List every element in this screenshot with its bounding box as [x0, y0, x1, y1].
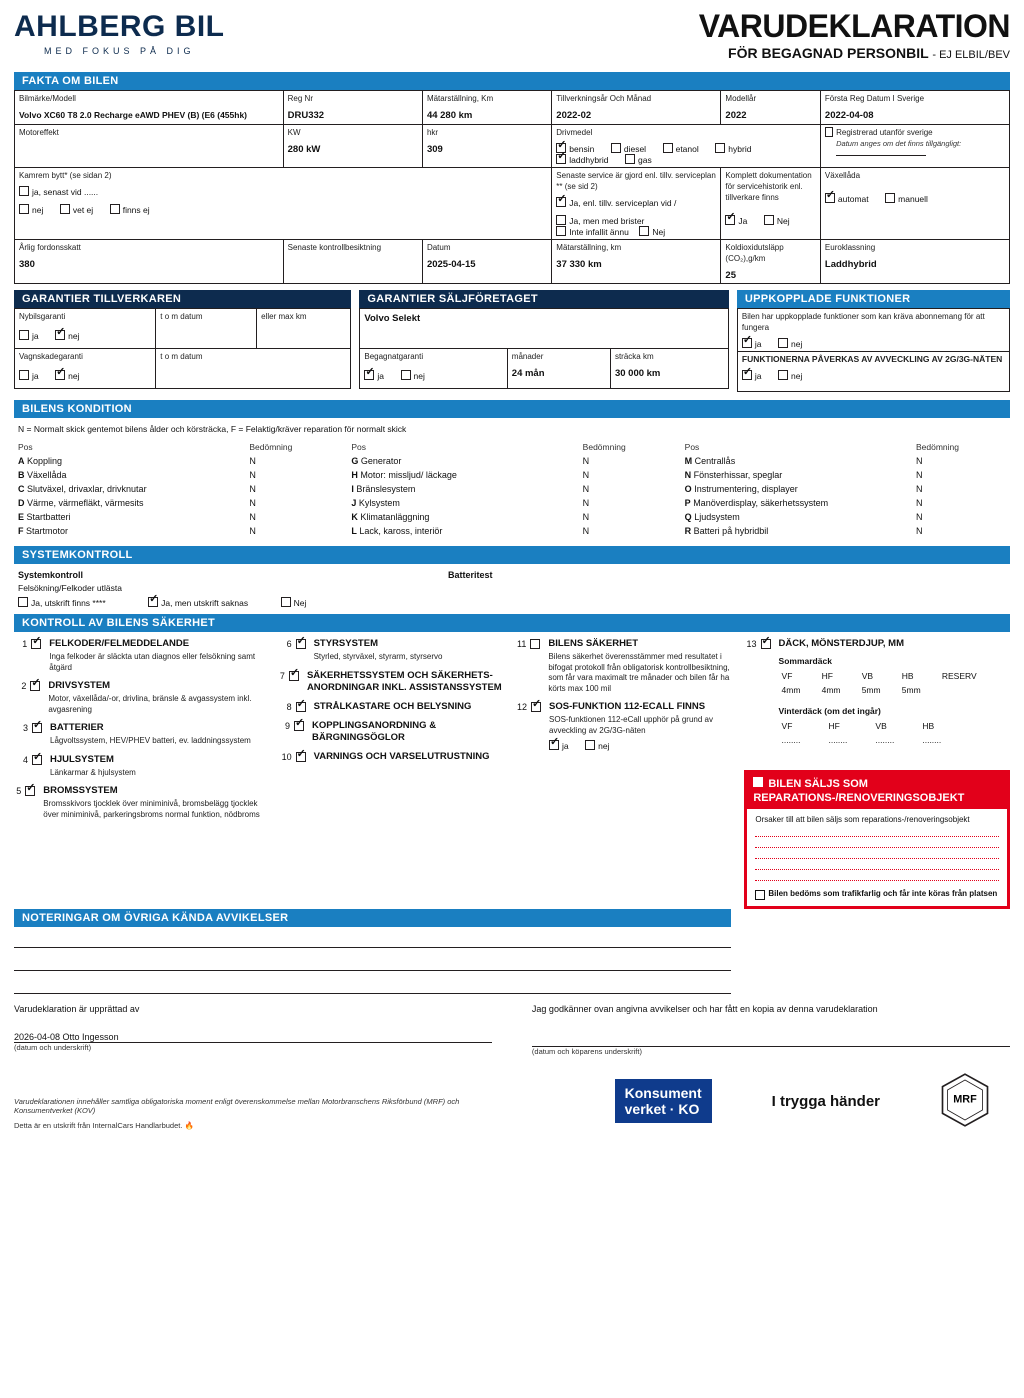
field-hk-value: 309 [426, 144, 443, 155]
field-model-year-value: 2022 [725, 110, 747, 121]
checkbox-icon[interactable] [296, 752, 306, 762]
signature-buyer [532, 1004, 1010, 1056]
field-new-car-warranty [15, 309, 156, 349]
checkbox-icon[interactable] [30, 681, 40, 691]
checkbox-icon[interactable] [885, 193, 895, 203]
checkbox-icon[interactable] [19, 330, 29, 340]
warranty-seller-bar: GARANTIER SÄLJFÖRETAGET [359, 290, 729, 308]
field-registered-abroad [820, 125, 1009, 168]
notes-line[interactable] [14, 993, 731, 994]
section-condition-bar: BILENS KONDITION [14, 400, 1010, 418]
safety-item-8: 8 ✓ STRÅLKASTARE OCH BELYSNING [278, 701, 507, 713]
new-warranty-nej[interactable]: ✓ nej [55, 330, 79, 341]
checkbox-icon[interactable] [25, 786, 35, 796]
checkbox-icon[interactable] [296, 639, 306, 649]
cambelt-option-finnsej[interactable]: finns ej [110, 204, 150, 215]
used-warranty-nej[interactable]: nej [401, 370, 425, 381]
safety-column-3 [517, 638, 734, 909]
section-systemcheck-bar: SYSTEMKONTROLL [14, 546, 1010, 564]
checkbox-icon[interactable] [625, 154, 635, 164]
warranty-row [14, 290, 1010, 392]
checkbox-icon[interactable] [556, 226, 566, 236]
field-odometer-label: Mätarställning, Km [426, 94, 494, 103]
condition-row: E Startbatteri N [18, 512, 256, 522]
systemcheck-option-utskrift-finns[interactable]: Ja, utskrift finns **** [18, 597, 106, 608]
field-hk [422, 125, 551, 168]
legal-line-2-wrap [14, 1121, 462, 1130]
checkbox-icon[interactable] [531, 702, 541, 712]
service-option-ja[interactable]: ✓Ja, enl. tillv. serviceplan vid / [556, 197, 676, 208]
field-kw-label: KW [287, 128, 301, 137]
connected-2-ja[interactable]: ✓ja [742, 370, 762, 381]
field-new-warranty-tom: t o m datum [156, 309, 257, 349]
field-cambelt [15, 168, 552, 240]
condition-col-pos: Pos [351, 442, 366, 452]
condition-column [685, 440, 1006, 538]
field-inspection-odometer [552, 240, 721, 284]
checkbox-icon[interactable] [32, 755, 42, 765]
fuel-option-laddhybrid[interactable]: ✓laddhybrid [556, 154, 608, 165]
checkbox-icon[interactable] [755, 890, 765, 900]
legal-line-1: Varudeklarationen innehåller samtliga obligatoriska moment enligt överenskommelse mellan Motorbranschens Riksförbund (MRF) och Konsumentverket (KOV) [14, 1097, 460, 1115]
checkbox-icon[interactable] [19, 370, 29, 380]
mrf-logo [940, 1072, 990, 1130]
field-inspection-odometer-value: 37 330 km [556, 259, 602, 270]
field-model-year-label: Modellår [725, 94, 757, 103]
field-manufacture-year [552, 91, 721, 125]
field-gearbox [820, 168, 1009, 240]
konsumentverket-logo: Konsument verket · KO [615, 1079, 712, 1123]
checkbox-icon[interactable] [281, 597, 291, 607]
winter-tyres-label: Vinterdäck (om det ingår) [778, 706, 881, 716]
field-power [15, 125, 284, 168]
notes-line[interactable] [14, 970, 731, 971]
section-safety-bar: KONTROLL AV BILENS SÄKERHET [14, 614, 1010, 632]
checkbox-icon[interactable] [289, 671, 299, 681]
notes-lines [14, 927, 731, 994]
brand-tagline: MED FOKUS PÅ DIG [44, 46, 195, 56]
brand-block [14, 10, 225, 56]
signature-seller-value: 2026-04-08 Otto Ingesson [14, 1032, 119, 1042]
document-title-block [699, 10, 1010, 61]
field-service [552, 168, 721, 240]
field-co2 [721, 240, 821, 284]
servicehist-option-nej[interactable]: Nej [764, 215, 790, 226]
field-inspection-odometer-label: Mätarställning, km [556, 243, 622, 252]
checkbox-icon[interactable] [296, 702, 306, 712]
fuel-option-diesel[interactable]: diesel [611, 143, 646, 154]
body-warranty-nej[interactable]: ✓ nej [55, 370, 79, 381]
page-subtitle [699, 45, 1010, 61]
summer-tyres-table: VF HF VB HB RESERV 4mm 4mm 5mm 5mm [781, 671, 977, 695]
cambelt-option-ja[interactable]: ja, senast vid ...... [19, 186, 98, 197]
ecall-option-nej[interactable]: nej [585, 740, 609, 751]
facts-table [14, 90, 1010, 284]
condition-row: G Generator N [351, 456, 590, 466]
traffic-danger-label: Bilen bedöms som trafikfarlig och får inte köras från platsen [768, 889, 998, 898]
checkbox-icon[interactable] [761, 639, 771, 649]
repair-reason-label: Orsaker till att bilen säljs som reparations-/renoveringsobjekt [755, 815, 970, 824]
field-service-history [721, 168, 821, 240]
condition-row: A Koppling N [18, 456, 256, 466]
field-odometer-value: 44 280 km [426, 110, 473, 121]
checkbox-icon[interactable] [364, 370, 374, 380]
systemcheck-left-label: Systemkontroll [18, 570, 84, 580]
repair-object-box [744, 770, 1010, 909]
checkbox-icon[interactable] [110, 204, 120, 214]
checkbox-icon[interactable] [18, 597, 28, 607]
condition-col-grade: Bedömning [582, 442, 626, 452]
condition-col-pos: Pos [18, 442, 33, 452]
checkbox-icon[interactable] [60, 204, 70, 214]
condition-row: P Manöverdisplay, säkerhetssystem N [684, 498, 923, 508]
field-co2-label: Koldioxidutsläpp (CO₂),g/km [725, 243, 784, 263]
repair-reason-line[interactable] [755, 837, 999, 848]
field-registered-abroad-sub: Datum anges om det finns tillgängligt: [836, 139, 962, 148]
safety-item-10: 10 ✓ VARNINGS OCH VARSELUTRUSTNING [278, 751, 507, 763]
field-seller-program-value: Volvo Selekt [364, 313, 421, 324]
condition-row: Q Ljudsystem N [684, 512, 923, 522]
repair-reason-line[interactable] [755, 870, 999, 881]
systemcheck-option-nej[interactable]: Nej [281, 597, 307, 608]
field-inspection-label: Senaste kontrollbesiktning [287, 243, 382, 252]
field-warranty-months-value: 24 mån [511, 368, 545, 379]
checkbox-icon[interactable] [825, 127, 833, 137]
brand-name: AHLBERG BIL [14, 10, 225, 43]
field-connected-1 [737, 309, 1009, 352]
field-warranty-distance-value: 30 000 km [614, 368, 661, 379]
connected-functions-panel [737, 290, 1010, 392]
checkbox-icon[interactable] [778, 338, 788, 348]
body-warranty-ja[interactable]: ja [19, 370, 39, 381]
field-kw-value: 280 kW [287, 144, 321, 155]
cambelt-option-vetej[interactable]: vet ej [60, 204, 93, 215]
field-regnr-label: Reg Nr [287, 94, 313, 103]
checkbox-icon[interactable] [556, 154, 566, 164]
field-manufacture-year-value: 2022-02 [556, 110, 592, 121]
service-option-nej[interactable]: Nej [639, 226, 665, 237]
connected-1-nej[interactable]: nej [778, 338, 802, 349]
safety-column-4 [744, 638, 1010, 909]
safety-item-2: 2 ✓ DRIVSYSTEM Motor, växellåda/-or, drivlina, bränsle & avgassystem inkl. avgasrening [14, 680, 268, 715]
checkbox-icon[interactable] [585, 740, 595, 750]
condition-column [351, 440, 672, 538]
connected-1-ja[interactable]: ✓ja [742, 338, 762, 349]
field-first-reg-value: 2022-04-08 [824, 110, 874, 121]
field-connected-2-label: FUNKTIONERNA PÅVERKAS AV AVVECKLING AV 2G/3G-NÄTEN [741, 354, 1003, 364]
checkbox-icon[interactable] [611, 143, 621, 153]
signature-buyer-sub: (datum och köparens underskrift) [531, 1047, 642, 1056]
repair-reason-line[interactable] [755, 826, 999, 837]
field-warranty-months: månader 24 mån [507, 349, 610, 389]
checkbox-icon[interactable] [55, 330, 65, 340]
condition-legend: N = Normalt skick gentemot bilens ålder och körsträcka, F = Felaktig/kräver reparation för normalt skick [18, 424, 407, 434]
field-euroclass [820, 240, 1009, 284]
section-facts-bar: FAKTA OM BILEN [14, 72, 1010, 90]
connected-2-nej[interactable]: nej [778, 370, 802, 381]
condition-row: N Fönsterhissar, speglar N [684, 470, 923, 480]
field-cambelt-label: Kamrem bytt* (se sidan 2) [19, 171, 112, 180]
field-vehicle-tax [15, 240, 284, 284]
safety-item-6: 6 ✓ STYRSYSTEM Styrled, styrväxel, styrarm, styrservo [278, 638, 507, 663]
checkbox-icon[interactable] [55, 370, 65, 380]
safety-item-9: 9 ✓ KOPPLINGSANORDNING & BÄRGNINGSÖGLOR [278, 720, 507, 744]
slogan: I trygga händer [771, 1092, 880, 1110]
field-registered-abroad-label: Registrerad utanför sverige [836, 128, 933, 137]
checkbox-icon[interactable] [663, 143, 673, 153]
field-connected-1-label: Bilen har uppkopplade funktioner som kan kräva abonnemang för att fungera [741, 312, 985, 332]
field-fuel [552, 125, 821, 168]
field-body-warranty [15, 349, 156, 389]
gearbox-option-automat[interactable]: ✓automat [825, 193, 869, 204]
service-option-inte-infallit[interactable]: Inte infallit ännu [556, 226, 629, 237]
field-inspection [283, 240, 422, 284]
gearbox-option-manuell[interactable]: manuell [885, 193, 928, 204]
field-connected-2 [737, 352, 1009, 392]
safety-columns [14, 638, 1010, 909]
condition-row: I Bränslesystem N [351, 484, 590, 494]
field-vehicle-tax-label: Årlig fordonsskatt [19, 243, 81, 252]
condition-row: J Kylsystem N [351, 498, 590, 508]
field-used-warranty [360, 349, 507, 389]
repair-reason-line[interactable] [755, 848, 999, 859]
checkbox-icon[interactable] [753, 777, 763, 787]
svg-text:MRF: MRF [953, 1093, 977, 1106]
field-model [15, 91, 284, 125]
field-manufacture-year-label: Tillverkningsår Och Månad [556, 94, 652, 103]
field-power-label: Motoreffekt [19, 128, 59, 137]
new-warranty-ja[interactable]: ja [19, 330, 39, 341]
field-seller-program [360, 309, 729, 349]
field-hk-label: hkr [426, 128, 439, 137]
flame-icon: 🔥 [184, 1121, 194, 1130]
signature-buyer-title: Jag godkänner ovan angivna avvikelser och har fått en kopia av denna varudeklaration [531, 1004, 878, 1014]
field-service-history-label: Komplett dokumentation för servicehistorik enl. tillverkare finns [725, 171, 812, 202]
signature-seller-title: Varudeklaration är upprättad av [14, 1004, 140, 1014]
checkbox-icon[interactable] [556, 197, 566, 207]
field-inspection-date-label: Datum [426, 243, 451, 252]
page-subtitle-light: - EJ ELBIL/BEV [932, 49, 1010, 61]
checkbox-icon[interactable] [725, 215, 735, 225]
field-service-label: Senaste service är gjord enl. tillv. serviceplan ** (se sid 2) [556, 171, 716, 191]
checkbox-icon[interactable] [148, 597, 158, 607]
condition-row: C Slutväxel, drivaxlar, drivknutar N [18, 484, 256, 494]
field-warranty-distance: sträcka km 30 000 km [610, 349, 728, 389]
checkbox-icon[interactable] [764, 215, 774, 225]
condition-col-grade: Bedömning [249, 442, 293, 452]
legal-line-2: Detta är en utskrift från InternalCars Handlarbudet. [14, 1121, 183, 1130]
checkbox-icon[interactable] [639, 226, 649, 236]
condition-row: F Startmotor N [18, 526, 256, 536]
repair-reason-line[interactable] [755, 859, 999, 870]
legal-text [14, 1097, 462, 1130]
safety-item-3: 3 ✓ BATTERIER Lågvoltssystem, HEV/PHEV batteri, ev. laddningssystem [14, 722, 268, 747]
field-odometer [422, 91, 551, 125]
signature-row [14, 1004, 1010, 1056]
legal-row [14, 1072, 1010, 1130]
fuel-option-gas[interactable]: gas [625, 154, 652, 165]
safety-item-7: 7 ✓ SÄKERHETSSYSTEM OCH SÄKERHETS-ANORDNINGAR INKL. ASSISTANSSYSTEM [278, 670, 507, 694]
field-model-year [721, 91, 821, 125]
field-used-warranty-label: Begagnatgaranti [364, 352, 424, 361]
page-title: VARUDEKLARATION [698, 8, 1010, 44]
page-subtitle-main: FÖR BEGAGNAD PERSONBIL [728, 45, 929, 61]
field-inspection-date [422, 240, 551, 284]
safety-column-1 [14, 638, 268, 909]
safety-item-1: 1 ✓ FELKODER/FELMEDDELANDE Inga felkoder är släckta utan diagnos eller felsökning samt åtgärd [14, 638, 268, 673]
systemcheck-right-label: Batteritest [448, 570, 493, 580]
field-first-reg [820, 91, 1009, 125]
condition-row: M Centrallås N [684, 456, 923, 466]
safety-item-4: 4 ✓ HJULSYSTEM Länkarmar & hjulsystem [14, 754, 268, 779]
checkbox-icon[interactable] [556, 215, 566, 225]
condition-col-pos: Pos [684, 442, 700, 452]
repair-object-header: BILEN SÄLJS SOM REPARATIONS-/RENOVERINGSOBJEKT [747, 773, 1007, 809]
signature-seller-sub: (datum och underskrift) [14, 1043, 92, 1052]
condition-col-grade: Bedömning [916, 442, 960, 452]
notes-line[interactable] [14, 947, 731, 948]
condition-row: K Klimatanläggning N [351, 512, 590, 522]
connected-functions-bar: UPPKOPPLADE FUNKTIONER [737, 290, 1010, 308]
checkbox-icon[interactable] [19, 186, 29, 196]
servicehist-option-ja[interactable]: ✓Ja [725, 215, 747, 226]
field-new-warranty-maxkm: eller max km [257, 309, 351, 349]
section-notes-bar: NOTERINGAR OM ÖVRIGA KÄNDA AVVIKELSER [14, 909, 731, 927]
warranty-seller-panel [359, 290, 729, 392]
field-regnr [283, 91, 422, 125]
field-inspection-date-value: 2025-04-15 [426, 259, 476, 270]
field-model-value: Volvo XC60 T8 2.0 Recharge eAWD PHEV (B) (E6 (455hk) [19, 110, 247, 120]
condition-row: R Batteri på hybridbil N [684, 526, 923, 536]
condition-row: H Motor: missljud/ läckage N [351, 470, 590, 480]
warranty-manufacturer-panel [14, 290, 351, 392]
cambelt-option-nej[interactable]: nej [19, 204, 43, 215]
condition-column [18, 440, 339, 538]
fuel-option-etanol[interactable]: etanol [663, 143, 699, 154]
field-euroclass-label: Euroklassning [824, 243, 876, 252]
condition-row: B Växellåda N [18, 470, 256, 480]
checkbox-icon[interactable] [32, 723, 42, 733]
field-body-warranty-label: Vagnskadegaranti [19, 352, 83, 361]
field-vehicle-tax-value: 380 [19, 259, 35, 270]
used-warranty-ja[interactable]: ✓ja [364, 370, 384, 381]
systemcheck-body [14, 564, 1010, 614]
field-co2-value: 25 [725, 270, 736, 281]
page-header [14, 10, 1010, 72]
field-regnr-value: DRU332 [287, 110, 325, 121]
safety-item-5: 5 ✓ BROMSSYSTEM Bromsskivors tjocklek över miniminivå, bromsbelägg tjocklek över miniminivå, parkeringsbroms normal funktion, nödbroms [14, 785, 268, 820]
checkbox-icon[interactable] [778, 370, 788, 380]
checkbox-icon[interactable] [401, 370, 411, 380]
ecall-option-ja[interactable]: ✓ja [549, 740, 569, 751]
field-kw [283, 125, 422, 168]
checkbox-icon[interactable] [31, 639, 41, 649]
condition-columns [18, 440, 1006, 538]
field-model-label: Bilmärke/Modell [19, 94, 76, 103]
checkbox-icon[interactable] [742, 370, 752, 380]
checkbox-icon[interactable] [530, 639, 540, 649]
field-new-car-warranty-label: Nybilsgaranti [19, 312, 66, 321]
field-euroclass-value: Laddhybrid [824, 259, 877, 270]
signature-seller [14, 1004, 492, 1056]
checkbox-icon[interactable] [294, 721, 304, 731]
systemcheck-option-utskrift-saknas[interactable]: ✓ Ja, men utskrift saknas [148, 597, 248, 608]
checkbox-icon[interactable] [549, 740, 559, 750]
service-option-brister[interactable]: Ja, men med brister [556, 215, 644, 226]
checkbox-icon[interactable] [715, 143, 725, 153]
field-fuel-label: Drivmedel [556, 128, 593, 137]
logo-row [615, 1072, 1010, 1130]
safety-item-12: 12 ✓ SOS-FUNKTION 112-ECALL FINNS SOS-funktionen 112-eCall upphör på grund av avveckling av 2G/3G-näten ✓ja nej [517, 701, 734, 751]
checkbox-icon[interactable] [742, 338, 752, 348]
field-body-warranty-tom: t o m datum [156, 349, 351, 389]
condition-row: D Värme, värmefläkt, värmesits N [18, 498, 256, 508]
warranty-manufacturer-bar: GARANTIER TILLVERKAREN [14, 290, 351, 308]
field-gearbox-label: Växellåda [824, 171, 861, 180]
systemcheck-sub-label: Felsökning/Felkoder utlästa [18, 583, 122, 593]
condition-row: O Instrumentering, displayer N [684, 484, 923, 494]
safety-column-2 [278, 638, 507, 909]
winter-tyres-table: VF HF VB HB ........ ........ ........ ........ [781, 721, 942, 745]
condition-row: L Lack, kaross, interiör N [351, 526, 590, 536]
safety-item-13-tyres: 13 ✓ DÄCK, MÖNSTERDJUP, MM Sommardäck VF HF VB HB RESERV 4mm 4mm 5mm 5mm Vinterdäck (om det ingår) VF HF VB HB ........ ........ ........ ........ [744, 638, 1010, 748]
checkbox-icon[interactable] [19, 204, 29, 214]
checkbox-icon[interactable] [825, 193, 835, 203]
safety-item-11: 11 BILENS SÄKERHET Bilens säkerhet överensstämmer med resultatet i bifogat protokoll från obligatorisk kontrollbesiktning, som får vara maximalt tre månader och bilen får ha körts max 100 mil [517, 638, 730, 693]
fuel-option-hybrid[interactable]: hybrid [715, 143, 751, 154]
fuel-option-bensin[interactable]: ✓bensin [556, 143, 594, 154]
condition-body [14, 418, 1010, 542]
field-first-reg-label: Första Reg Datum I Sverige [824, 94, 925, 103]
summer-tyres-label: Sommardäck [778, 656, 832, 666]
notes-section [14, 909, 731, 994]
